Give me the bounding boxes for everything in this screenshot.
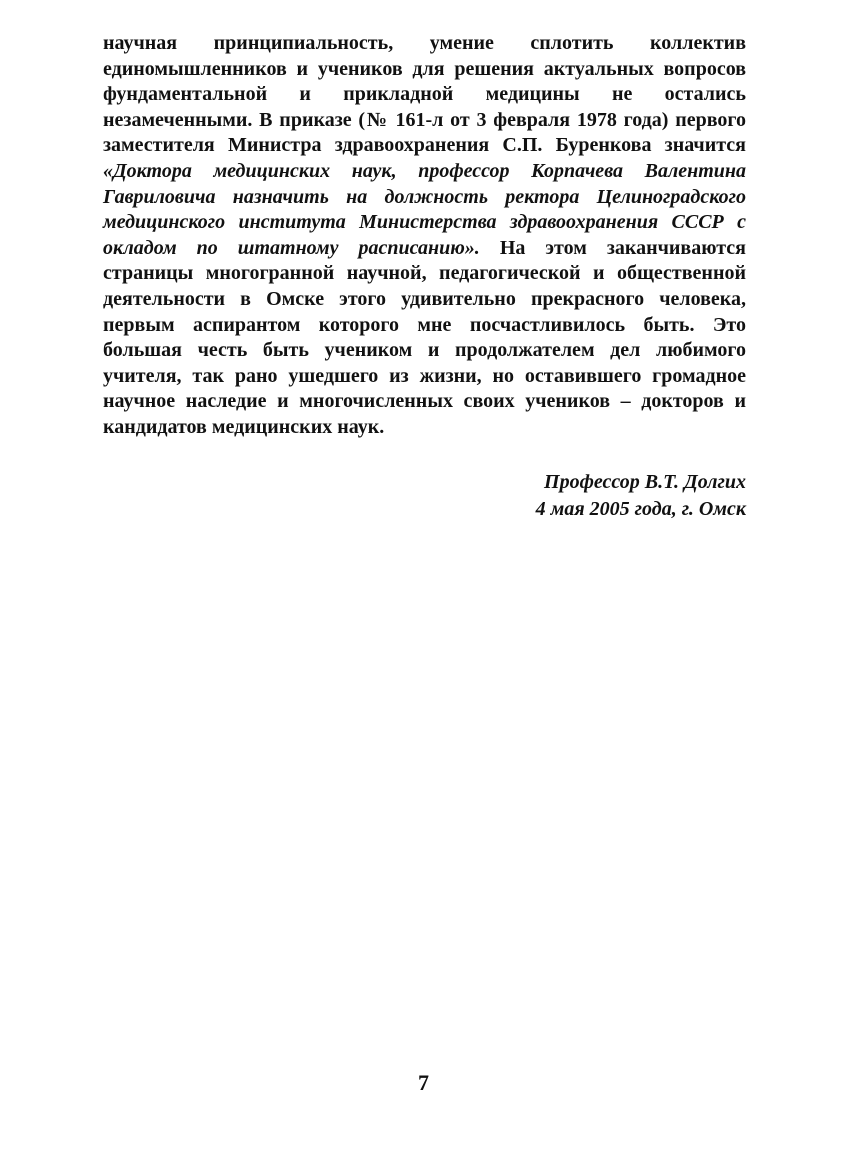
page-number: 7 bbox=[418, 1070, 429, 1095]
paragraph-text-end: На этом заканчиваются страницы многогранной научной, педагогической и общественной деятельности в Омске этого удивительно прекрасного человека, первым аспирантом которого мне посчастливилось быть. Это большая честь быть учеником и продолжателем дел любимого учителя, так рано ушедшего из жизни, но оставившего громадное научное наследие и многочисленных своих учеников – докторов и кандидатов медицинских наук. bbox=[103, 236, 746, 438]
signature-name: Профессор В.Т. Долгих bbox=[544, 471, 746, 493]
paragraph-text-start: научная принципиальность, умение сплотить коллектив единомышленников и учеников для решения актуальных вопросов фундаментальной и прикладной медицины не остались незамеченными. В приказе (№ 161-л от 3 февраля 1978 года) первого заместителя Министра здравоохранения С.П. Буренкова значится bbox=[103, 32, 746, 157]
body-paragraph bbox=[103, 31, 746, 441]
order-quote: «Доктора медицинских наук, профессор Корпачева Валентина Гавриловича назначить на должность ректора Целиноградского медицинского института Министерства здравоохранения СССР с окладом по штатному расписанию». bbox=[103, 159, 746, 259]
signature-date-place: 4 мая 2005 года, г. Омск bbox=[535, 498, 746, 520]
signature-block bbox=[536, 469, 746, 523]
